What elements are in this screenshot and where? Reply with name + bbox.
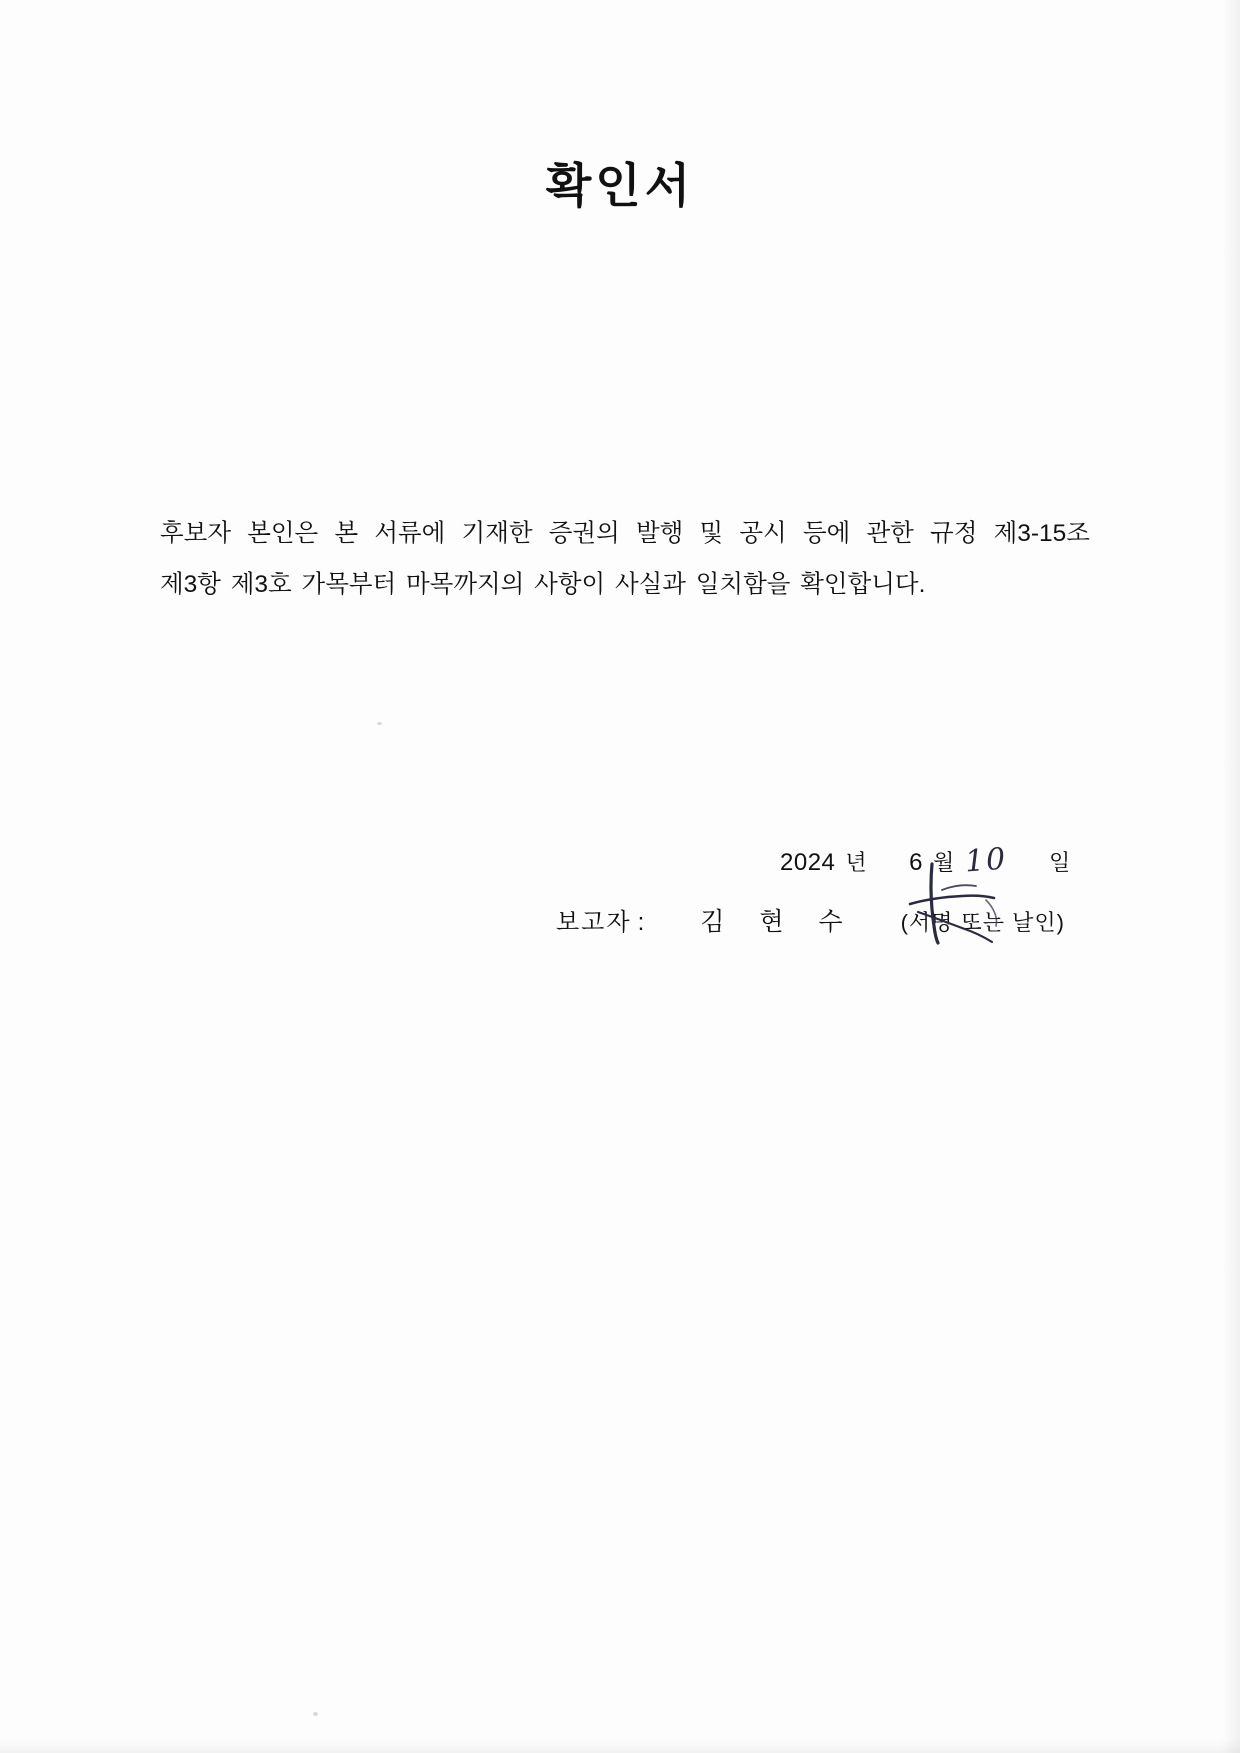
- body-line-2: 제3항 제3호 가목부터 마목까지의 사항이 사실과 일치함을 확인합니다.: [160, 571, 926, 598]
- signer-name: 김 현 수: [700, 908, 857, 936]
- date-year-unit: 년: [845, 850, 868, 875]
- body-word: 서류에: [374, 520, 446, 547]
- document-body: [160, 508, 1090, 610]
- date-day-handwritten: 10: [963, 841, 1009, 880]
- seal-or-signature-note: (서명 또는 날인): [900, 910, 1065, 935]
- body-word: 증권의: [548, 520, 620, 547]
- scan-edge-shadow: [1222, 0, 1240, 1753]
- body-line-1: [160, 508, 1090, 559]
- body-word: 및: [699, 520, 724, 547]
- body-word: 공시: [739, 520, 787, 547]
- signer-label: 보고자: [556, 909, 632, 936]
- date-year: 2024: [780, 849, 836, 876]
- date-month-unit: 월: [933, 850, 955, 875]
- signer-colon: :: [637, 909, 645, 936]
- scan-artifact: [377, 722, 382, 725]
- body-word: 본: [334, 520, 359, 547]
- body-word: 규정: [930, 520, 978, 547]
- body-word: 제3-15조: [993, 520, 1090, 547]
- scan-artifact: [313, 1712, 318, 1716]
- scan-edge-shadow: [0, 1739, 1240, 1753]
- signer-line: [556, 902, 1065, 938]
- body-word: 관한: [866, 520, 914, 547]
- body-word: 후보자: [160, 520, 232, 547]
- page-title: 확인서: [545, 159, 695, 212]
- body-word: 등에: [802, 520, 851, 547]
- date-month: 6: [909, 849, 924, 876]
- date-line: [780, 843, 1071, 878]
- body-word: 본인은: [247, 520, 319, 547]
- date-day-unit: 일: [1048, 850, 1071, 875]
- body-word: 기재한: [461, 520, 533, 547]
- body-word: 발행: [635, 520, 684, 547]
